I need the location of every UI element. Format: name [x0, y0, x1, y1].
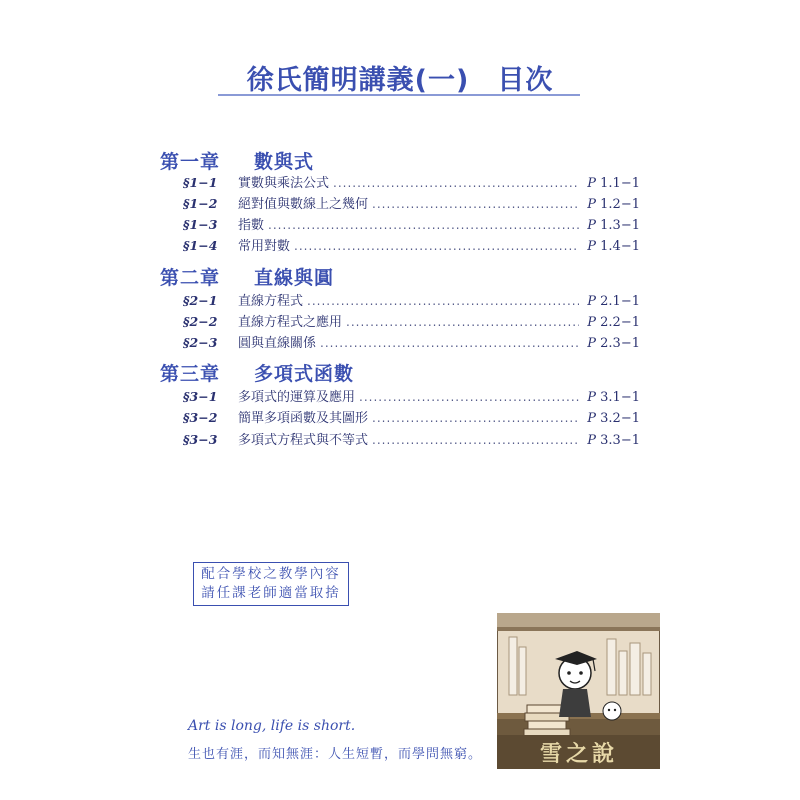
section-number: §2−2 [183, 314, 218, 329]
dot-leader [268, 218, 579, 232]
page-ref [579, 433, 640, 448]
dot-leader [359, 390, 579, 404]
note-box [193, 562, 349, 606]
page-prefix: P [587, 315, 597, 330]
dot-leader [346, 315, 579, 329]
chapter-number: 第二章 [160, 267, 221, 289]
dot-leader [372, 433, 579, 447]
note-line-2: 請任課老師適當取捨 [201, 585, 341, 601]
page-number: 3.3−1 [600, 433, 640, 448]
page-prefix: P [587, 411, 597, 426]
section-number: §1−1 [183, 175, 218, 190]
page-number: 2.1−1 [600, 294, 640, 309]
chapter-name: 直線與圓 [254, 267, 335, 289]
illustration-logo: 雪之說 [539, 742, 618, 767]
page-ref [579, 239, 640, 254]
section-number: §2−1 [183, 293, 218, 308]
toc-entry[interactable] [183, 193, 640, 213]
toc-entry[interactable] [183, 290, 640, 310]
chapter-number: 第一章 [160, 151, 221, 173]
dot-leader [333, 176, 579, 190]
page-number: 1.1−1 [600, 176, 640, 191]
dot-leader [372, 411, 579, 425]
page-number: 1.3−1 [600, 218, 640, 233]
section-name: 圓與直線關係 [238, 336, 317, 351]
page-ref [579, 294, 640, 309]
toc-entry[interactable] [183, 311, 640, 331]
dot-leader [307, 294, 579, 308]
section-name: 多項式的運算及應用 [238, 390, 356, 405]
section-name: 簡單多項函數及其圖形 [238, 411, 369, 426]
section-number: §1−3 [183, 217, 218, 232]
chapter-1-heading [160, 147, 314, 174]
page-number: 1.2−1 [600, 197, 640, 212]
page-prefix: P [587, 176, 597, 191]
page-prefix: P [587, 390, 597, 405]
page-prefix: P [587, 218, 597, 233]
page-ref [579, 390, 640, 405]
section-number: §1−4 [183, 238, 218, 253]
section-name: 常用對數 [238, 239, 291, 254]
page-number: 2.2−1 [600, 315, 640, 330]
toc-entry[interactable] [183, 386, 640, 406]
section-name: 多項式方程式與不等式 [238, 433, 369, 448]
toc-entry[interactable] [183, 214, 640, 234]
section-number: §3−3 [183, 432, 218, 447]
page-prefix: P [587, 197, 597, 212]
page-prefix: P [587, 239, 597, 254]
page-number: 3.1−1 [600, 390, 640, 405]
title-underline [218, 94, 580, 96]
motto-chinese: 生也有涯，而知無涯：人生短暫，而學問無窮。 [188, 747, 483, 762]
chapter-3-heading [160, 359, 354, 386]
dot-leader [294, 239, 579, 253]
student-with-books-illustration [497, 613, 660, 769]
section-name: 實數與乘法公式 [238, 176, 330, 191]
page-ref [579, 176, 640, 191]
note-line-1: 配合學校之教學內容 [201, 566, 341, 582]
section-number: §2−3 [183, 335, 218, 350]
toc-entry[interactable] [183, 172, 640, 192]
toc-entry[interactable] [183, 332, 640, 352]
page-ref [579, 315, 640, 330]
page-number: 1.4−1 [600, 239, 640, 254]
dot-leader [320, 336, 579, 350]
section-name: 絕對值與數線上之幾何 [238, 197, 369, 212]
page-ref [579, 336, 640, 351]
page-ref [579, 411, 640, 426]
dot-leader [372, 197, 579, 211]
chapter-number: 第三章 [160, 363, 221, 385]
chapter-name: 多項式函數 [254, 363, 355, 385]
section-number: §3−2 [183, 410, 218, 425]
section-number: §1−2 [183, 196, 218, 211]
chapter-name: 數與式 [254, 151, 315, 173]
section-number: §3−1 [183, 389, 218, 404]
page-prefix: P [587, 294, 597, 309]
page-ref [579, 197, 640, 212]
chapter-2-heading [160, 263, 334, 290]
toc-entry[interactable] [183, 407, 640, 427]
page-number: 3.2−1 [600, 411, 640, 426]
page-prefix: P [587, 336, 597, 351]
section-name: 直線方程式之應用 [238, 315, 343, 330]
page-ref [579, 218, 640, 233]
toc-entry[interactable] [183, 429, 640, 449]
section-name: 指數 [238, 218, 265, 233]
motto-english: Art is long, life is short. [188, 718, 356, 734]
toc-entry[interactable] [183, 235, 640, 255]
section-name: 直線方程式 [238, 294, 304, 309]
page-title: 徐氏簡明講義(一) 目次 [246, 65, 554, 96]
page-prefix: P [587, 433, 597, 448]
page-number: 2.3−1 [600, 336, 640, 351]
